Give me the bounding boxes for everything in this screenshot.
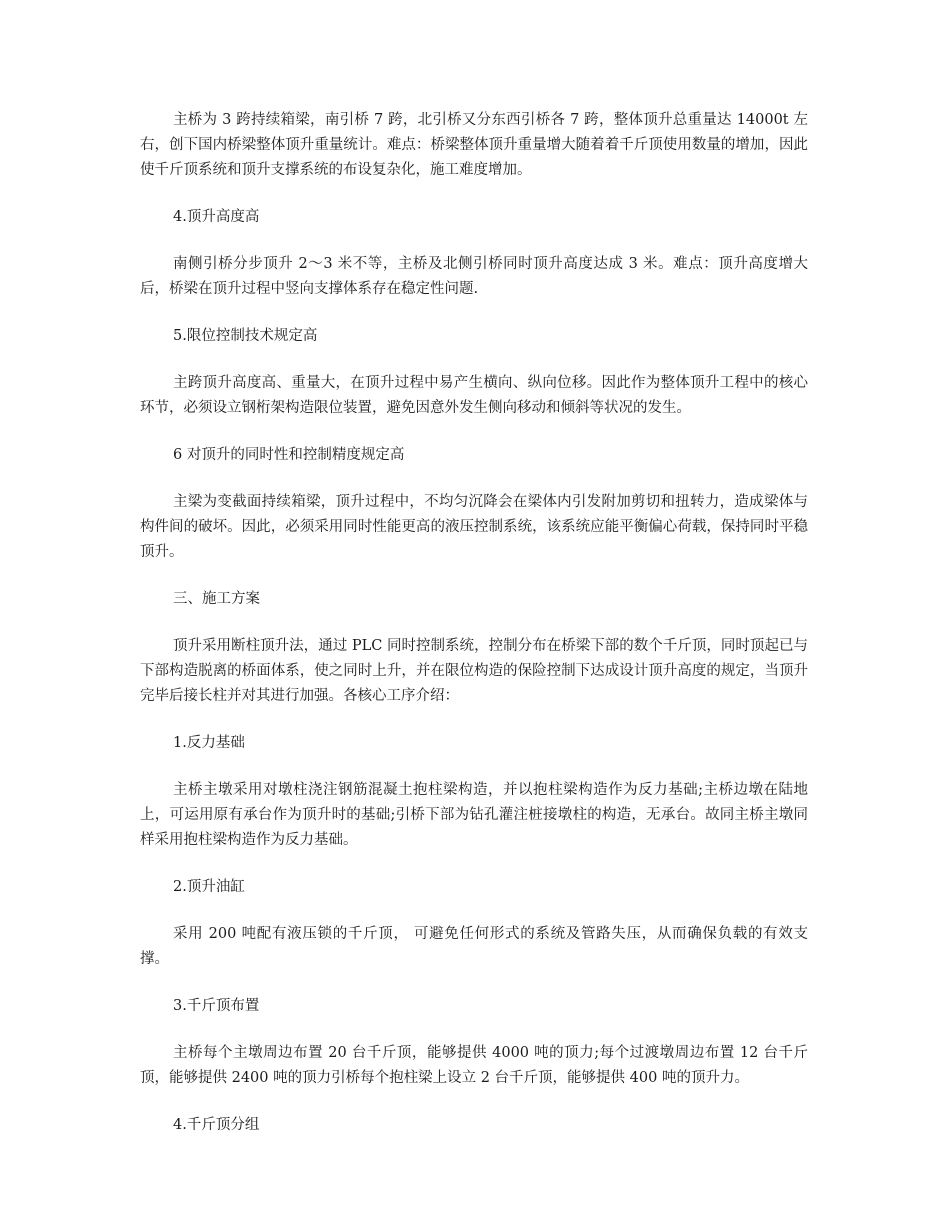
paragraph-lift-height: 南侧引桥分步顶升 2～3 米不等，主桥及北侧引桥同时顶升高度达成 3 米。难点：顶升高度增大后，桥梁在顶升过程中竖向支撑体系存在稳定性问题. (140, 256, 808, 297)
heading-lift-height: 4.顶升高度高 (173, 209, 260, 225)
heading-lift-cylinder: 2.顶升油缸 (173, 879, 245, 895)
paragraph-main-bridge-weight: 主桥为 3 跨持续箱梁，南引桥 7 跨，北引桥又分东西引桥各 7 跨，整体顶升总重量达 14000t 左右，创下国内桥梁整体顶升重量统计。难点：桥梁整体顶升重量增大随着着千斤顶使用数量的增加，因此使千斤顶系统和顶升支撑系统的布设复杂化，施工难度增加。 (140, 112, 808, 178)
paragraph-reaction-foundation: 主桥主墩采用对墩柱浇注钢筋混凝土抱柱梁构造，并以抱柱梁构造作为反力基础;主桥边墩在陆地上，可运用原有承台作为顶升时的基础;引桥下部为钻孔灌注桩接墩柱的构造，无承台。故同主桥主墩同样采用抱柱梁构造作为反力基础。 (140, 782, 808, 848)
paragraph-jack-layout: 主桥每个主墩周边布置 20 台千斤顶，能够提供 4000 吨的顶力;每个过渡墩周边布置 12 台千斤顶，能够提供 2400 吨的顶力引桥每个抱柱梁上设立 2 台千斤顶，能够提供 400 吨的顶升力。 (140, 1045, 808, 1086)
heading-construction-plan: 三、施工方案 (173, 591, 260, 607)
document-page (140, 108, 808, 1160)
paragraph-construction-plan: 顶升采用断柱顶升法，通过 PLC 同时控制系统，控制分布在桥梁下部的数个千斤顶，同时顶起已与下部构造脱离的桥面体系，使之同时上升，并在限位构造的保险控制下达成设计顶升高度的规定，当顶升完毕后接长柱并对其进行加强。各核心工序介绍： (140, 638, 808, 704)
paragraph-limit-control: 主跨顶升高度高、重量大，在顶升过程中易产生横向、纵向位移。因此作为整体顶升工程中的核心环节，必须设立钢桁架构造限位装置，避免因意外发生侧向移动和倾斜等状况的发生。 (140, 375, 808, 416)
heading-reaction-foundation: 1.反力基础 (173, 735, 245, 751)
paragraph-synchronization: 主梁为变截面持续箱梁，顶升过程中，不均匀沉降会在梁体内引发附加剪切和扭转力，造成梁体与构件间的破坏。因此，必须采用同时性能更高的液压控制系统，该系统应能平衡偏心荷载，保持同时平稳顶升。 (140, 494, 808, 560)
paragraph-lift-cylinder: 采用 200 吨配有液压锁的千斤顶， 可避免任何形式的系统及管路失压，从而确保负载的有效支撑。 (140, 926, 808, 967)
heading-jack-grouping: 4.千斤顶分组 (173, 1117, 260, 1133)
heading-synchronization: 6 对顶升的同时性和控制精度规定高 (173, 447, 405, 463)
heading-limit-control: 5.限位控制技术规定高 (173, 328, 318, 344)
heading-jack-layout: 3.千斤顶布置 (173, 998, 260, 1014)
